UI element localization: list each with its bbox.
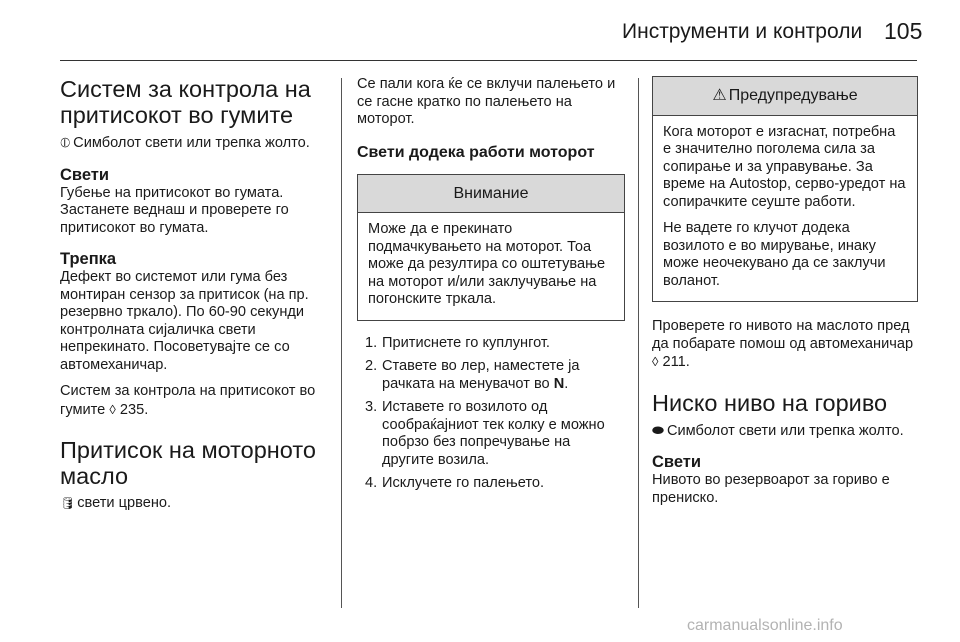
warning-paragraph-2: Не вадете го клучот додека возилото е во мирување, инаку може неочекувано да се заклучи воланот.: [663, 220, 886, 289]
oil-level-ref-page[interactable]: 211: [662, 354, 686, 370]
list-item: [357, 399, 625, 469]
fuel-warning-icon: ⬬: [652, 421, 664, 438]
tire-pressure-warning-icon: ⦶: [60, 134, 71, 150]
oil-intro: Се пали кога ќе се вклучи палењето и се гасне кратко по палењето на моторот.: [357, 76, 616, 127]
steps-list: [357, 335, 625, 493]
warning-triangle-icon: ⚠: [712, 87, 727, 104]
step-number: 3.: [365, 399, 378, 415]
low-fuel-intro: [652, 422, 918, 441]
oil-pressure-text: [60, 495, 328, 513]
watermark: carmanualsonline.info: [687, 617, 843, 634]
page-ref-arrow-icon: ◊: [109, 401, 116, 417]
tpms-flashes-heading: Трепка: [60, 250, 117, 268]
header-title: Инструменти и контроли: [622, 20, 863, 43]
list-item: [357, 475, 625, 493]
page-number: 105: [884, 18, 923, 44]
low-fuel-intro-text: Симболот свети или трепка жолто.: [666, 422, 904, 439]
warning-box: [652, 76, 918, 302]
engine-running-heading: Свети додека работи моторот: [357, 143, 595, 161]
step-number: 4.: [365, 475, 378, 491]
column-divider-1: [341, 78, 342, 608]
low-fuel-heading: Ниско ниво на гориво: [652, 389, 888, 416]
tpms-reference: Систем за контрола на притисокот во гумите ◊ 235.: [60, 383, 316, 418]
header-rule: [60, 60, 917, 61]
column-right: [652, 76, 918, 516]
warning-title-bar: [653, 77, 917, 116]
warning-title: Предупредување: [728, 87, 858, 104]
notice-text: Може да е прекинато подмачкувањето на моторот. Тоа може да резултира со оштетување на моторот и/или заклучување на погонските тркала.: [368, 221, 606, 307]
oil-level-tail: .: [685, 354, 690, 370]
column-divider-2: [638, 78, 639, 608]
list-item: [357, 358, 625, 393]
notice-box: [357, 174, 625, 321]
step-number: 2.: [365, 358, 378, 374]
step-number: 1.: [365, 334, 378, 351]
gear-neutral-label: N: [553, 375, 565, 392]
step-tail: .: [564, 375, 569, 392]
tpms-lights-text: Губење на притисокот во гумата. Застанете веднаш и проверете го притисокот во гумата.: [60, 184, 289, 236]
step-text: Ставете во лер, наместете ја рачката на менувачот во: [382, 358, 580, 392]
tpms-heading: Систем за контрола на притисокот во гумите: [60, 76, 311, 128]
low-fuel-lights-heading: Свети: [652, 453, 702, 471]
oil-level-check: [652, 318, 918, 372]
tpms-intro: [60, 134, 328, 153]
step-text: Притиснете го куплунгот.: [382, 334, 550, 351]
warning-paragraph-1: Кога моторот е изгаснат, потребна е значително поголема сила за сопирање и за управување. За време на Autostop, серво-уредот на сопирачките сеуште работи.: [663, 123, 906, 210]
oil-pressure-text-content: свети црвено.: [77, 495, 172, 511]
step-text: Иставете го возилото од сообраќајниот тек колку е можно побрзо без попречување на другите возила.: [382, 399, 605, 468]
tpms-ref-text: Систем за контрола на притисокот во гумите: [60, 383, 316, 418]
step-text: Исклучете го палењето.: [382, 475, 545, 491]
oil-pressure-heading: Притисок на моторното масло: [60, 437, 316, 489]
tpms-ref-page[interactable]: 235: [119, 401, 145, 418]
notice-title: Внимание: [358, 175, 624, 214]
low-fuel-lights-text: Нивото во резервоарот за гориво е прениско.: [652, 472, 890, 506]
tpms-lights-heading: Свети: [60, 165, 110, 184]
column-middle: [357, 76, 625, 499]
oil-can-icon: 🛢: [60, 496, 75, 510]
tpms-flashes-text: Дефект во системот или гума без монтиран сензор за притисок (на пр. резервно тркало). По 60-90 секунди контролната сијаличка свети непрекинато. Посоветувајте се со автомеханичар.: [60, 269, 309, 373]
column-left: [60, 76, 328, 522]
oil-level-check-text: Проверете го нивото на маслото пред да побарате помош од автомеханичар: [652, 318, 914, 352]
page-ref-arrow-icon: ◊: [652, 354, 659, 369]
list-item: [357, 335, 625, 353]
tpms-intro-text: Симболот свети или трепка жолто.: [73, 135, 310, 151]
